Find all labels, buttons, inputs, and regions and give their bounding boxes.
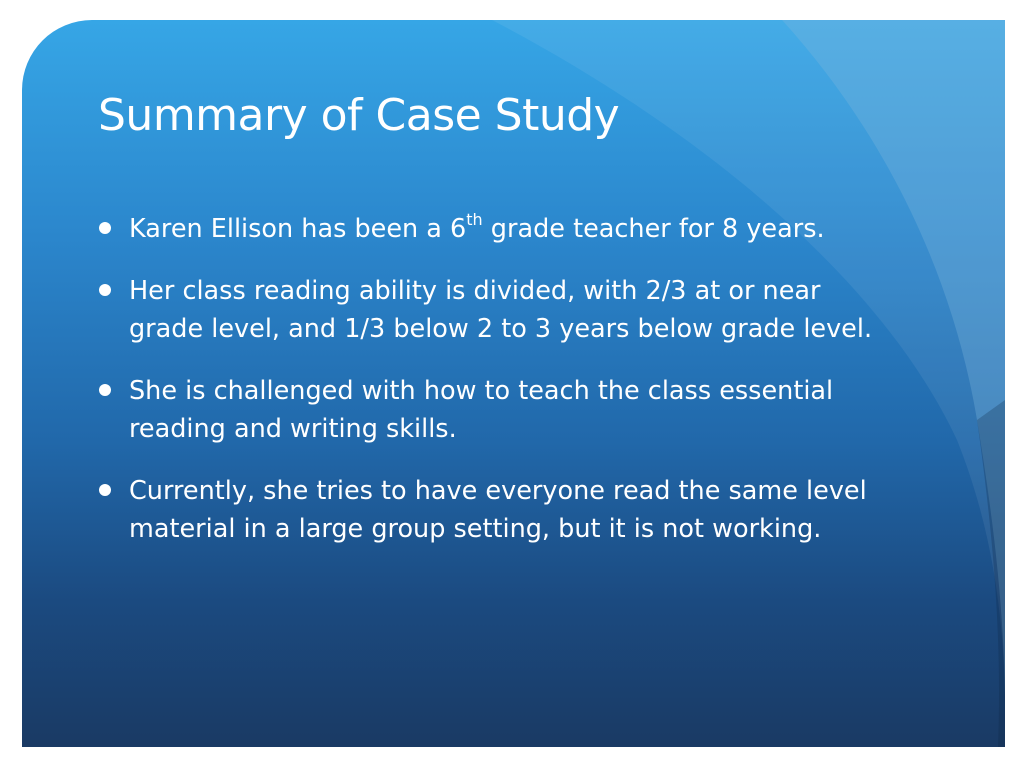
bullet-1-superscript: th [466,209,483,229]
slide [22,20,1005,747]
bullet-dot-icon [99,284,111,296]
bullet-4-text: Currently, she tries to have everyone read the same level material in a large group setting, but it is not working. [129,476,867,544]
bullet-item-1 [98,210,888,248]
bullet-item-4 [98,472,888,548]
bullet-list [98,210,888,572]
bullet-dot-icon [99,384,111,396]
bullet-3-text: She is challenged with how to teach the class essential reading and writing skills. [129,376,834,444]
bullet-1-text-start: Karen Ellison has been a 6 [129,214,467,244]
bullet-dot-icon [99,222,111,234]
bullet-2-text: Her class reading ability is divided, with 2/3 at or near grade level, and 1/3 below 2 to 3 years below grade level. [129,276,873,344]
bullet-item-3 [98,372,888,448]
bullet-item-2 [98,272,888,348]
slide-title: Summary of Case Study [98,90,620,141]
bullet-dot-icon [99,484,111,496]
bullet-1-text-end: grade teacher for 8 years. [482,214,825,244]
